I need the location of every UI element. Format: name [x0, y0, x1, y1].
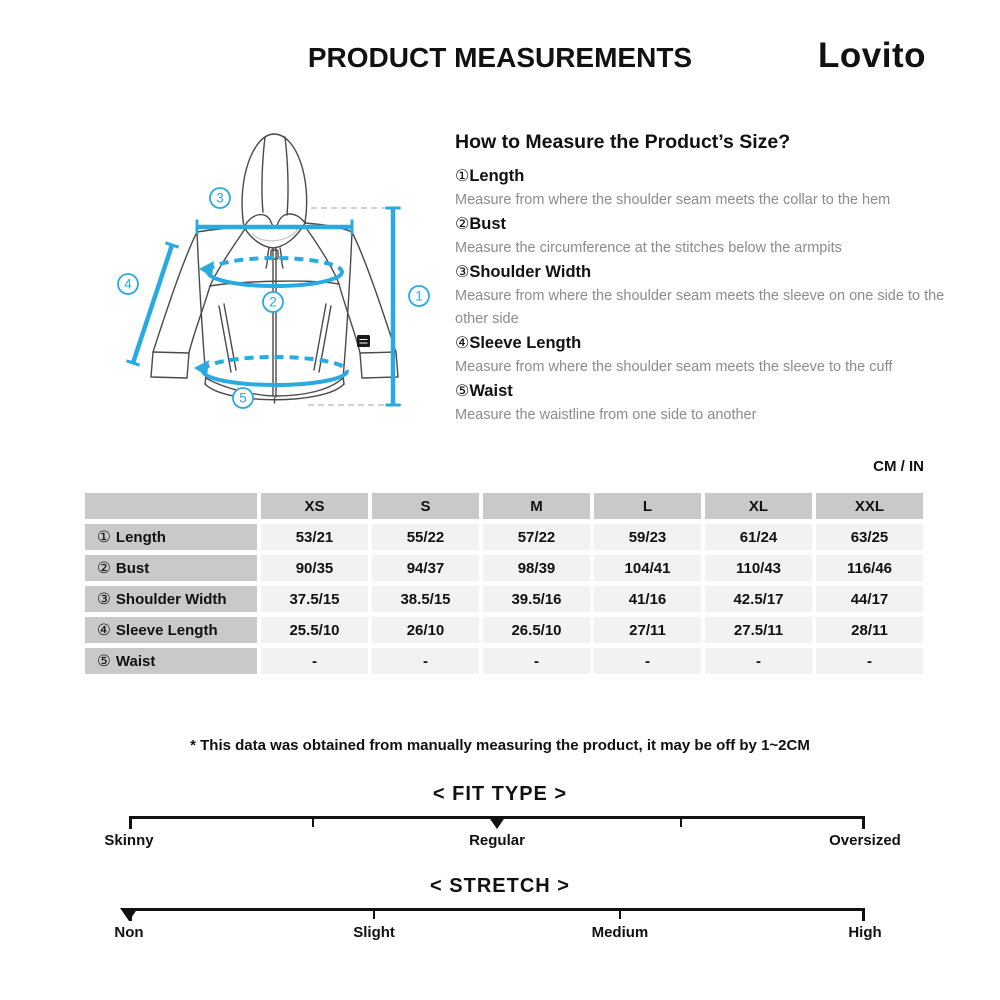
cell: 39.5/16	[483, 586, 590, 612]
stretch-label-non: Non	[114, 924, 144, 941]
cell: 116/46	[816, 555, 923, 581]
cell: 57/22	[483, 524, 590, 550]
cell: -	[483, 648, 590, 674]
row-label: Bust	[115, 559, 150, 577]
measure-item-name: Shoulder Width	[469, 263, 592, 281]
cell: -	[594, 648, 701, 674]
callout-5	[233, 388, 253, 408]
row-label: Shoulder Width	[115, 590, 227, 608]
cell: 63/25	[816, 524, 923, 550]
cell: 28/11	[816, 617, 923, 643]
stretch-marker-icon	[120, 908, 138, 921]
circled-number: ②	[97, 559, 111, 577]
table-row-bust	[85, 555, 923, 581]
cell: 26.5/10	[483, 617, 590, 643]
callout-2	[263, 292, 283, 312]
measure-item-sleeve-length	[455, 331, 963, 356]
stretch-label-medium: Medium	[591, 924, 649, 941]
cell: 42.5/17	[705, 586, 812, 612]
how-to-measure-section	[455, 131, 963, 427]
circled-number: ⑤	[455, 383, 470, 400]
measure-item-bust	[455, 212, 963, 237]
track-endcap-left	[129, 816, 132, 829]
fit-type-title: < FIT TYPE >	[432, 783, 568, 805]
measure-item-name: Waist	[469, 382, 513, 400]
measure-item-desc: Measure from where the shoulder seam meets the sleeve on one side to the other side	[455, 288, 945, 327]
svg-text:3: 3	[216, 190, 224, 206]
measure-item-desc: Measure the circumference at the stitches below the armpits	[455, 240, 842, 256]
cell: 104/41	[594, 555, 701, 581]
fit-type-track	[104, 816, 901, 849]
col-header: S	[372, 493, 479, 519]
circled-number: ⑤	[97, 652, 111, 670]
brand-logo: Lovito	[818, 36, 926, 75]
cell: 59/23	[594, 524, 701, 550]
cell: 94/37	[372, 555, 479, 581]
cell: 26/10	[372, 617, 479, 643]
corner-cell	[85, 493, 257, 519]
garment-diagram	[105, 120, 445, 440]
cell: 27.5/11	[705, 617, 812, 643]
cell: 25.5/10	[261, 617, 368, 643]
track-endcap-right	[862, 908, 865, 921]
row-label: Waist	[115, 652, 156, 670]
cell: 90/35	[261, 555, 368, 581]
callout-4	[118, 274, 138, 294]
row-label: Length	[115, 528, 166, 546]
size-table	[81, 488, 927, 679]
table-row-sleeve-length	[85, 617, 923, 643]
table-row-waist	[85, 648, 923, 674]
stretch-title: < STRETCH >	[430, 875, 570, 897]
svg-text:1: 1	[415, 288, 423, 304]
cell: 41/16	[594, 586, 701, 612]
col-header: L	[594, 493, 701, 519]
row-label: Sleeve Length	[115, 621, 218, 639]
measure-item-desc: Measure from where the shoulder seam meets the sleeve to the cuff	[455, 359, 893, 375]
table-row-length	[85, 524, 923, 550]
measure-item-name: Bust	[469, 215, 507, 233]
hoodie-illustration	[105, 120, 445, 440]
circled-number: ①	[97, 528, 111, 546]
sleeve-tag	[357, 335, 370, 347]
stretch-label-slight: Slight	[353, 924, 395, 941]
fit-type-marker-icon	[488, 816, 506, 829]
table-row-shoulder-width	[85, 586, 923, 612]
svg-text:2: 2	[269, 294, 277, 310]
measure-item-desc: Measure from where the shoulder seam meets the collar to the hem	[455, 192, 891, 208]
measure-item-waist	[455, 379, 963, 404]
size-table-header-row	[85, 493, 923, 519]
col-header: XL	[705, 493, 812, 519]
track-tick	[312, 816, 314, 827]
track-tick	[619, 908, 621, 919]
cell: -	[816, 648, 923, 674]
cell: 27/11	[594, 617, 701, 643]
callout-1	[409, 286, 429, 306]
cell: 98/39	[483, 555, 590, 581]
fit-type-label-regular: Regular	[469, 832, 525, 849]
sleeve-length-line	[126, 243, 178, 365]
circled-number: ④	[97, 621, 111, 639]
callout-3	[210, 188, 230, 208]
cell: 61/24	[705, 524, 812, 550]
cell: 44/17	[816, 586, 923, 612]
how-to-title: How to Measure the Product’s Size?	[455, 131, 791, 153]
measure-item-shoulder-width	[455, 260, 963, 285]
stretch-track	[114, 908, 882, 941]
measure-item-name: Sleeve Length	[469, 334, 582, 352]
col-header: XS	[261, 493, 368, 519]
circled-number: ④	[455, 335, 470, 352]
cell: 53/21	[261, 524, 368, 550]
track-tick	[373, 908, 375, 919]
svg-text:5: 5	[239, 390, 247, 406]
cell: 55/22	[372, 524, 479, 550]
cell: -	[261, 648, 368, 674]
cell: 38.5/15	[372, 586, 479, 612]
stretch-label-high: High	[848, 924, 882, 941]
page-title: PRODUCT MEASUREMENTS	[307, 42, 693, 73]
cell: 110/43	[705, 555, 812, 581]
fit-type-label-skinny: Skinny	[104, 832, 154, 849]
col-header: XXL	[816, 493, 923, 519]
circled-number: ①	[455, 168, 470, 185]
fit-type-label-oversized: Oversized	[829, 832, 901, 849]
svg-text:4: 4	[124, 276, 132, 292]
measure-item-name: Length	[469, 167, 525, 185]
units-label: CM / IN	[873, 458, 924, 475]
track-tick	[680, 816, 682, 827]
circled-number: ③	[97, 590, 111, 608]
cell: 37.5/15	[261, 586, 368, 612]
measurement-disclaimer: * This data was obtained from manually measuring the product, it may be off by 1~2CM	[190, 737, 810, 754]
hoodie-outline	[151, 134, 398, 403]
track-endcap-right	[862, 816, 865, 829]
circled-number: ③	[455, 264, 470, 281]
cell: -	[705, 648, 812, 674]
col-header: M	[483, 493, 590, 519]
cell: -	[372, 648, 479, 674]
measure-item-length	[455, 164, 963, 189]
circled-number: ②	[455, 216, 470, 233]
measure-item-desc: Measure the waistline from one side to another	[455, 407, 757, 423]
